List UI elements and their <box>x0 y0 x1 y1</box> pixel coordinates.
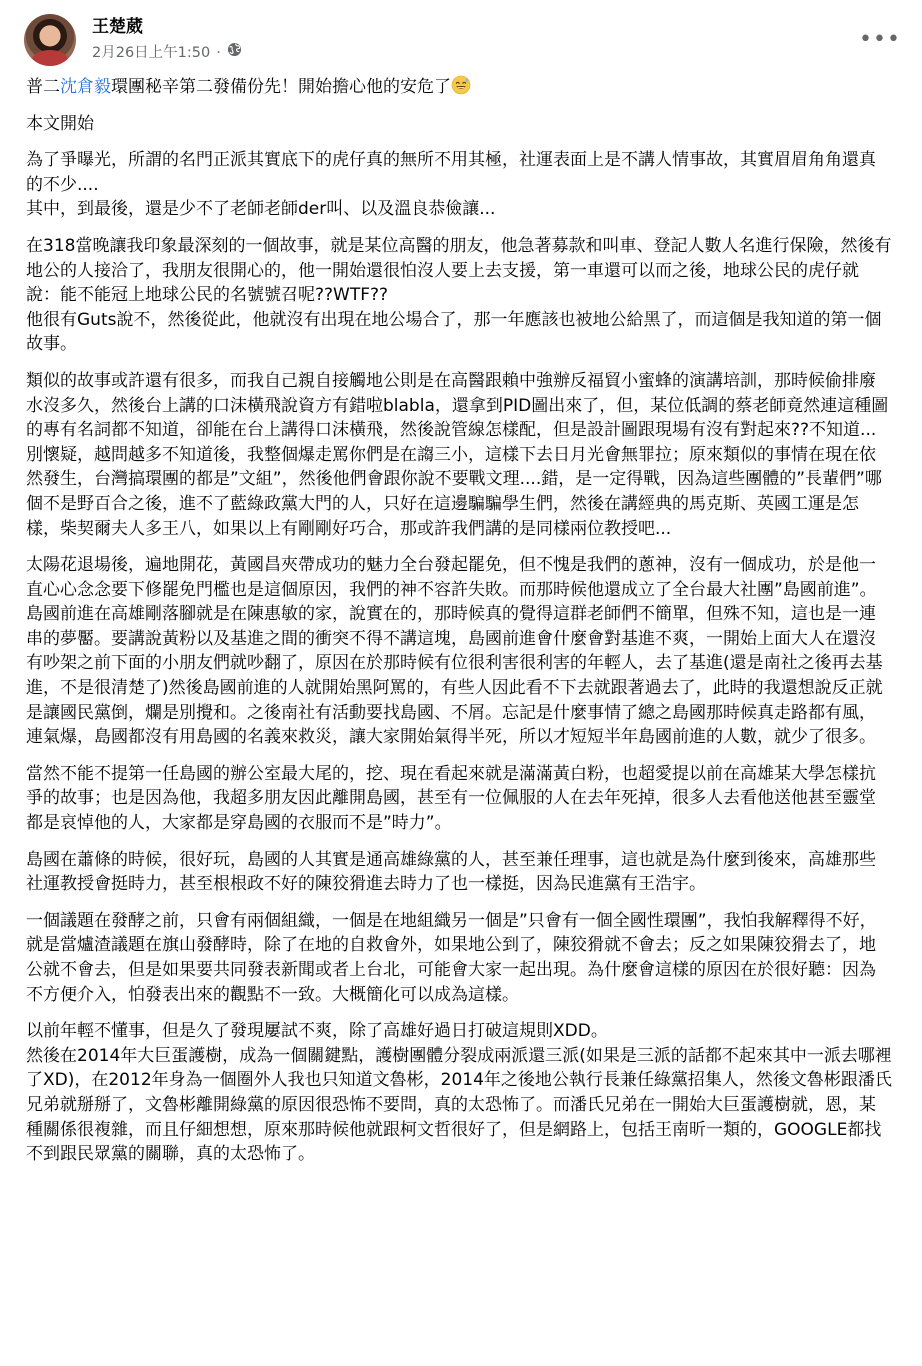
paragraph: 當然不能不提第一任島國的辦公室最大尾的，挖、現在看起來就是滿滿黃白粉，也超愛提以前在高雄某大學怎樣抗爭的故事；也是因為他，我超多朋友因此離開島國，甚至有一位佩服的人在去年死掉，很多人去看他送他甚至靈堂都是哀悼他的人，大家都是穿島國的衣服而不是”時力”。 <box>26 763 876 834</box>
paragraph: 太陽花退場後，遍地開花，黃國昌夾帶成功的魅力全台發起罷免，但不愧是我們的蔥神，沒有一個成功，於是他一直心心念念要下修罷免門檻也是這個原因，我們的神不容許失敗。而那時候他還成立了全台最大社團”島國前進”。 島國前進在高雄剛落腳就是在陳惠敏的家，說實在的，那時候真的覺得這群老師們不簡單，但殊不知，這也是一連串的夢靨。要講說黃粉以及基進之間的衝突不得不講這塊，島國前進會什麼會對基進不爽，一開始上面大人在還沒有吵架之前下面的小朋友們就吵翻了，原因在於那時候有位很利害很利害的年輕人，去了基進(還是南社之後再去基進，不是很清楚了)然後島國前進的人就開始黑阿罵的，有些人因此看不下去就跟著過去了，此時的我還想說反正就是讓國民黨倒，爛是別攪和。之後南社有活動要找島國、不屑。忘記是什麼事情了總之島國那時候真走路都有風，連氣爆，島國都沒有用島國的名義來救災，讓大家開始氣得半死，所以才短短半年島國前進的人數，就少了很多。 <box>26 555 883 748</box>
more-horizontal-icon: ••• <box>859 27 901 52</box>
paragraph: 為了爭曝光，所謂的名門正派其實底下的虎仔真的無所不用其極，社運表面上是不講人情事故，其實眉眉角角還真的不少.... 其中，到最後，還是少不了老師老師der叫、以及溫良恭儉讓... <box>26 150 876 220</box>
start-line: 本文開始 <box>26 113 94 134</box>
intro-text: 環團秘辛第二發備份先！開始擔心他的安危了 <box>111 77 451 97</box>
paragraph: 島國在蕭條的時候，很好玩，島國的人其實是通高雄綠黨的人，甚至兼任理事，這也就是為什麼到後來，高雄那些社運教授會挺時力，甚至根根政不好的陳狡猾進去時力了也一樣挺，因為民進黨有王浩宇。 <box>26 849 876 895</box>
paragraph: 在318當晚讓我印象最深刻的一個故事，就是某位高醫的朋友，他急著募款和叫車、登記人數人名進行保險，然後有地公的人接洽了，我朋友很開心的，他一開始還很怕沒人要上去支援，第一車還可以而之後，地球公民的虎仔就說：能不能冠上地球公民的名號號召呢??WTF?? 他很有Guts說不，然後從此，他就沒有出現在地公場合了，那一年應該也被地公給黑了，而這個是我知道的第一個故事。 <box>26 235 892 355</box>
avatar-figure <box>32 50 68 66</box>
intro-prefix: 普二 <box>26 77 60 97</box>
globe-icon[interactable] <box>227 42 242 63</box>
paragraph: 以前年輕不懂事，但是久了發現屢試不爽，除了高雄好過日打破這規則XDD。 然後在2014年大巨蛋護樹，成為一個關鍵點，護樹團體分裂成兩派還三派(如果是三派的話都不起來其中一派去哪裡了XD)，在2012年身為一個圈外人我也只知道文魯彬，2014年之後地公執行長兼任綠黨招集人，然後文魯彬跟潘氏兄弟就掰掰了，文魯彬離開綠黨的原因很恐怖不要問，真的太恐怖了。而潘氏兄弟在一開始大巨蛋護樹就，恩，某種關係很複雜，而且仔細想想，原來那時候他就跟柯文哲很好了，但是網路上，包括王南昕一類的，GOOGLE都找不到跟民眾黨的關聯，真的太恐怖了。 <box>26 1021 892 1165</box>
avatar[interactable] <box>24 14 76 66</box>
more-options-button[interactable] <box>859 22 901 58</box>
paragraph: 類似的故事或許還有很多，而我自己親自接觸地公則是在高醫跟賴中強辦反福貿小蜜蜂的演講培訓，那時候偷排廢水沒多久，然後台上講的口沫橫飛說資方有錯啦blabla，還拿到PID圖出來了，但，某位低調的蔡老師竟然連這種圖的專有名詞都不知道，卻能在台上講得口沫橫飛，然後說管線怎樣配，但是設計圖跟現場有沒有對起來??不知道...別懷疑，越問越多不知道後，我整個爆走罵你們是在謅三小，這樣下去日月光會無罪拉；原來類似的事情在現在依然發生，台灣搞環團的都是”文組”，然後他們會跟你說不要戰文理....錯，是一定得戰，因為這些團體的”長輩們”哪個不是野百合之後，進不了藍綠政黨大門的人，只好在這邊騙騙學生們，然後在講經典的馬克斯、英國工運是怎樣，柴契爾夫人多王八，如果以上有剛剛好巧合，那或許我們講的是同樣兩位教授吧... <box>26 370 889 539</box>
meta-separator: · <box>216 44 221 61</box>
post-body <box>26 75 892 1179</box>
post-timestamp[interactable]: 2月26日上午1:50 <box>92 44 211 61</box>
post-paragraphs <box>26 148 892 1167</box>
post-meta <box>92 42 242 63</box>
paragraph: 一個議題在發酵之前，只會有兩個組織，一個是在地組織另一個是”只會有一個全國性環團”，我怕我解釋得不好，就是當爐渣議題在旗山發酵時，除了在地的自救會外，如果地公到了，陳狡猾就不會去；反之如果陳狡猾去了，地公就不會去，但是如果要共同發表新聞或者上台北，可能會大家一起出現。為什麼會這樣的原因在於很好聽：因為不方便介入，怕發表出來的觀點不一致。大概簡化可以成為這樣。 <box>26 910 877 1005</box>
post-header <box>24 14 901 66</box>
author-name[interactable]: 王楚葳 <box>92 17 143 37</box>
grinning-sweat-emoji-icon <box>451 77 471 97</box>
tagged-person-link[interactable]: 沈倉毅 <box>60 77 111 97</box>
post-intro <box>26 75 892 100</box>
